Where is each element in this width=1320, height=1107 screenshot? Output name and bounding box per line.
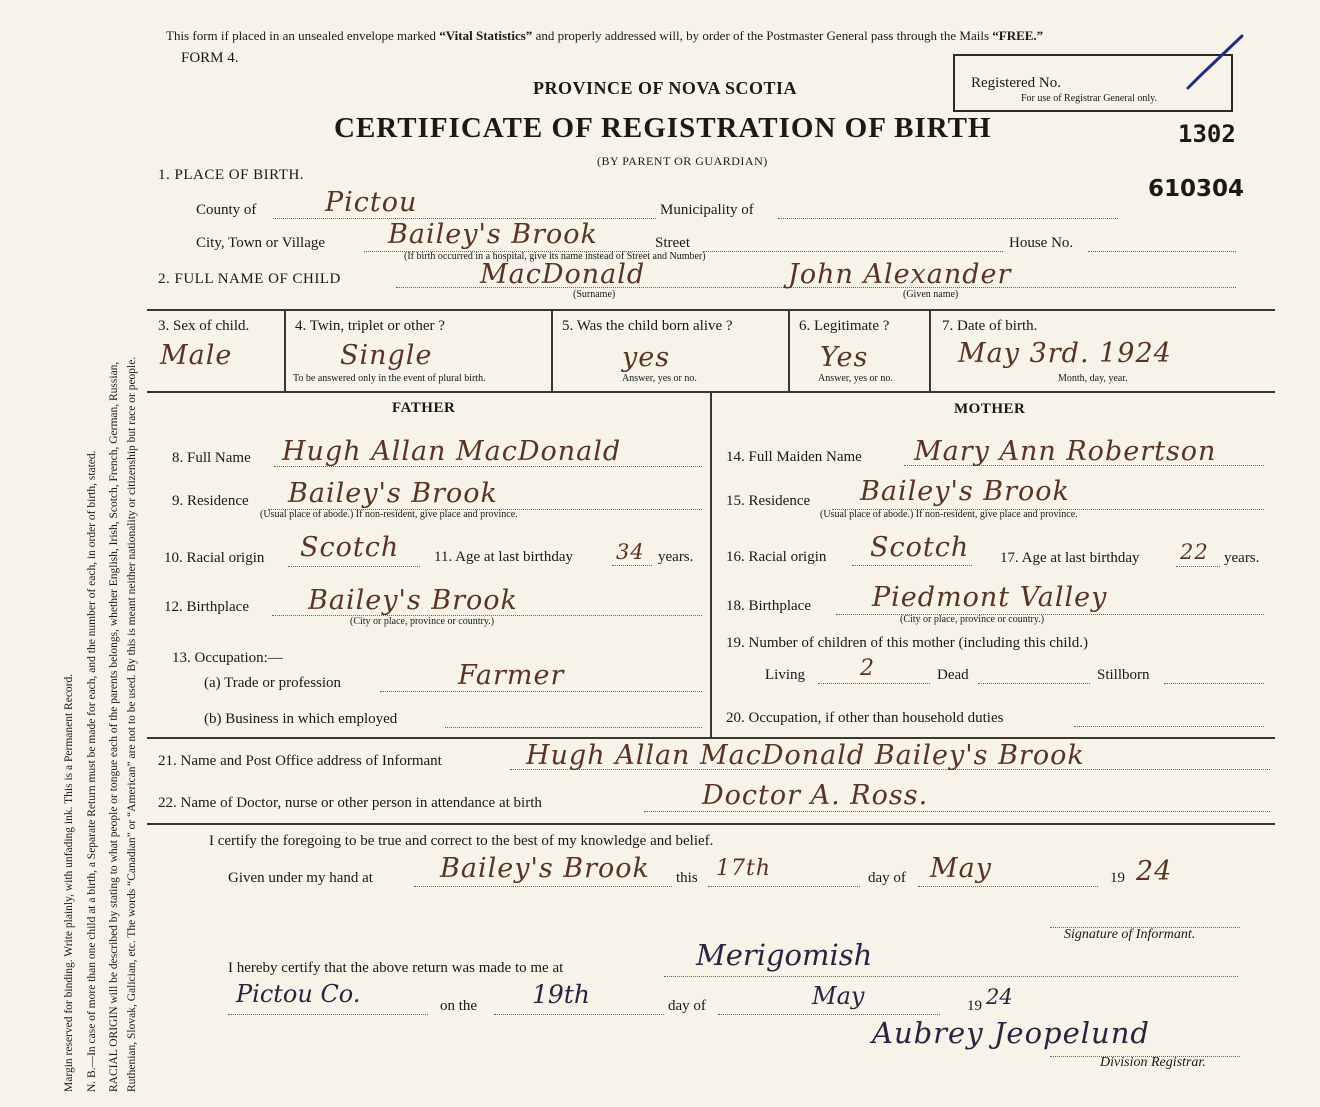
child-surname-value: MacDonald <box>480 259 646 290</box>
mother-heading: MOTHER <box>954 401 1026 417</box>
dob-label: 7. Date of birth. <box>942 318 1038 334</box>
father-heading: FATHER <box>392 400 456 416</box>
mother-age-unit: years. <box>1224 550 1260 566</box>
father-age-label: 11. Age at last birthday <box>434 549 573 565</box>
registrar-signature-value: Aubrey Jeopelund <box>872 1016 1150 1050</box>
mother-birthplace-label: 18. Birthplace <box>726 598 811 614</box>
legitimate-value: Yes <box>820 342 869 373</box>
margin-instruction-1: Margin reserved for binding. Write plainly, with unfading ink. This is a Permanent Record. <box>63 673 75 1092</box>
given-year-prefix: 19 <box>1110 870 1125 886</box>
father-race-label: 10. Racial origin <box>164 550 265 566</box>
father-name-label: 8. Full Name <box>172 450 251 466</box>
given-day-value: 17th <box>716 856 772 881</box>
page-title: CERTIFICATE OF REGISTRATION OF BIRTH <box>334 112 992 144</box>
trade-value: Farmer <box>458 660 565 691</box>
notice-mid: and properly addressed will, by order of the Postmaster General pass through the Mails <box>535 28 990 43</box>
city-label: City, Town or Village <box>196 235 326 251</box>
mother-name-value: Mary Ann Robertson <box>914 436 1217 467</box>
mail-notice <box>166 28 1043 44</box>
stamp-number-1: 1302 <box>1178 120 1236 148</box>
registrar-signature-label: Division Registrar. <box>1100 1055 1206 1070</box>
registrar-text: I hereby certify that the above return was made to me at <box>228 960 564 976</box>
given-dayof-label: day of <box>868 870 906 886</box>
row3-top-rule <box>147 309 1275 311</box>
sex-label: 3. Sex of child. <box>158 318 250 334</box>
given-under-label: Given under my hand at <box>228 870 373 886</box>
informant-value: Hugh Allan MacDonald Bailey's Brook <box>526 740 1085 771</box>
page-subtitle: (BY PARENT OR GUARDIAN) <box>597 154 768 168</box>
mother-birthplace-note: (City or place, province or country.) <box>900 614 1045 625</box>
registrar-month-value: May <box>812 982 865 1010</box>
mother-race-value: Scotch <box>870 532 970 563</box>
informant-signature-label: Signature of Informant. <box>1064 927 1196 942</box>
mother-name-label: 14. Full Maiden Name <box>726 449 862 465</box>
father-occupation-label: 13. Occupation:— <box>172 650 283 666</box>
mother-birthplace-value: Piedmont Valley <box>872 582 1108 613</box>
legitimate-note: Answer, yes or no. <box>818 373 893 384</box>
born-alive-label: 5. Was the child born alive ? <box>562 318 733 334</box>
registrar-year-value: 24 <box>986 985 1013 1009</box>
given-month-value: May <box>930 853 992 884</box>
place-of-birth-label: 1. PLACE OF BIRTH. <box>158 167 305 183</box>
margin-instruction-3: RACIAL ORIGIN will be described by stating to what people or tongue each of the parents belongs, whether English, Irish, Scotch, French, German, Russian, <box>108 361 120 1092</box>
registrar-place-value: Merigomish <box>696 938 873 972</box>
given-name-note: (Given name) <box>903 289 959 300</box>
registrar-dayof-label: day of <box>668 998 706 1014</box>
notice-prefix: This form if placed in an unsealed envelope marked <box>166 28 437 43</box>
municipality-label: Municipality of <box>660 202 754 218</box>
father-race-value: Scotch <box>300 532 400 563</box>
registrar-year-prefix: 19 <box>967 998 982 1014</box>
registered-note: For use of Registrar General only. <box>1021 93 1157 104</box>
mother-age-value: 22 <box>1180 540 1209 564</box>
margin-instruction-2: N. B.—In case of more than one child at a birth, a Separate Return must be made for each, and the number of each, in order of birth, stated. <box>86 450 98 1092</box>
registrar-on-label: on the <box>440 998 478 1014</box>
father-birthplace-note: (City or place, province or country.) <box>350 616 495 627</box>
father-birthplace-label: 12. Birthplace <box>164 599 249 615</box>
province-heading: PROVINCE OF NOVA SCOTIA <box>533 78 798 98</box>
street-note: (If birth occurred in a hospital, give its name instead of Street and Number) <box>404 251 706 262</box>
given-place-value: Bailey's Brook <box>440 853 650 884</box>
doctor-value: Doctor A. Ross. <box>702 780 929 811</box>
father-residence-value: Bailey's Brook <box>288 478 498 509</box>
mother-age-label: 17. Age at last birthday <box>1000 550 1140 566</box>
dob-value: May 3rd. 1924 <box>958 338 1172 369</box>
mother-residence-value: Bailey's Brook <box>860 476 1070 507</box>
mother-occupation-label: 20. Occupation, if other than household duties <box>726 710 1004 726</box>
trade-label: (a) Trade or profession <box>204 675 342 691</box>
business-label: (b) Business in which employed <box>204 711 398 727</box>
stillborn-label: Stillborn <box>1097 667 1150 683</box>
father-age-unit: years. <box>658 549 694 565</box>
stamp-number-2: 610304 <box>1148 176 1245 202</box>
child-name-label: 2. FULL NAME OF CHILD <box>158 271 341 287</box>
parent-divider <box>710 391 712 737</box>
surname-note: (Surname) <box>573 289 616 300</box>
living-value: 2 <box>860 656 875 681</box>
dead-label: Dead <box>937 667 969 683</box>
street-label: Street <box>655 235 690 251</box>
father-birthplace-value: Bailey's Brook <box>308 585 518 616</box>
mother-race-label: 16. Racial origin <box>726 549 827 565</box>
child-given-name-value: John Alexander <box>788 259 1012 290</box>
twin-value: Single <box>340 340 433 371</box>
form-number: FORM 4. <box>181 50 239 66</box>
notice-free: “FREE.” <box>992 28 1044 43</box>
informant-label: 21. Name and Post Office address of Informant <box>158 753 442 769</box>
city-value: Bailey's Brook <box>388 219 598 250</box>
twin-label: 4. Twin, triplet or other ? <box>295 318 445 334</box>
certify-text: I certify the foregoing to be true and correct to the best of my knowledge and belief. <box>209 833 714 849</box>
father-residence-label: 9. Residence <box>172 493 249 509</box>
given-year-value: 24 <box>1136 856 1173 887</box>
mother-residence-label: 15. Residence <box>726 493 811 509</box>
legitimate-label: 6. Legitimate ? <box>799 318 890 334</box>
county-value: Pictou <box>325 187 418 218</box>
sex-value: Male <box>160 340 233 371</box>
check-mark-icon <box>1180 30 1250 100</box>
notice-vital: “Vital Statistics” <box>439 28 533 43</box>
born-alive-value: yes <box>622 342 671 373</box>
children-count-label: 19. Number of children of this mother (including this child.) <box>726 635 1089 651</box>
mother-residence-note: (Usual place of abode.) If non-resident, give place and province. <box>820 509 1078 520</box>
registrar-day-value: 19th <box>532 980 590 1009</box>
twin-note: To be answered only in the event of plural birth. <box>293 373 486 384</box>
dob-note: Month, day, year. <box>1058 373 1128 384</box>
margin-instruction-4: Ruthenian, Slovak, Galician, etc. The words “Canadian” or “American” are not to be used. By this is meant neither nationality or citizenship but race or people. <box>126 356 138 1092</box>
house-label: House No. <box>1009 235 1074 251</box>
registered-label: Registered No. <box>971 75 1061 91</box>
father-name-value: Hugh Allan MacDonald <box>282 436 622 467</box>
living-label: Living <box>765 667 805 683</box>
this-label: this <box>676 870 698 886</box>
doctor-label: 22. Name of Doctor, nurse or other person in attendance at birth <box>158 795 542 811</box>
registrar-county-value: Pictou Co. <box>236 980 361 1008</box>
born-alive-note: Answer, yes or no. <box>622 373 697 384</box>
father-residence-note: (Usual place of abode.) If non-resident, give place and province. <box>260 509 518 520</box>
county-label: County of <box>196 202 257 218</box>
father-age-value: 34 <box>616 540 645 564</box>
